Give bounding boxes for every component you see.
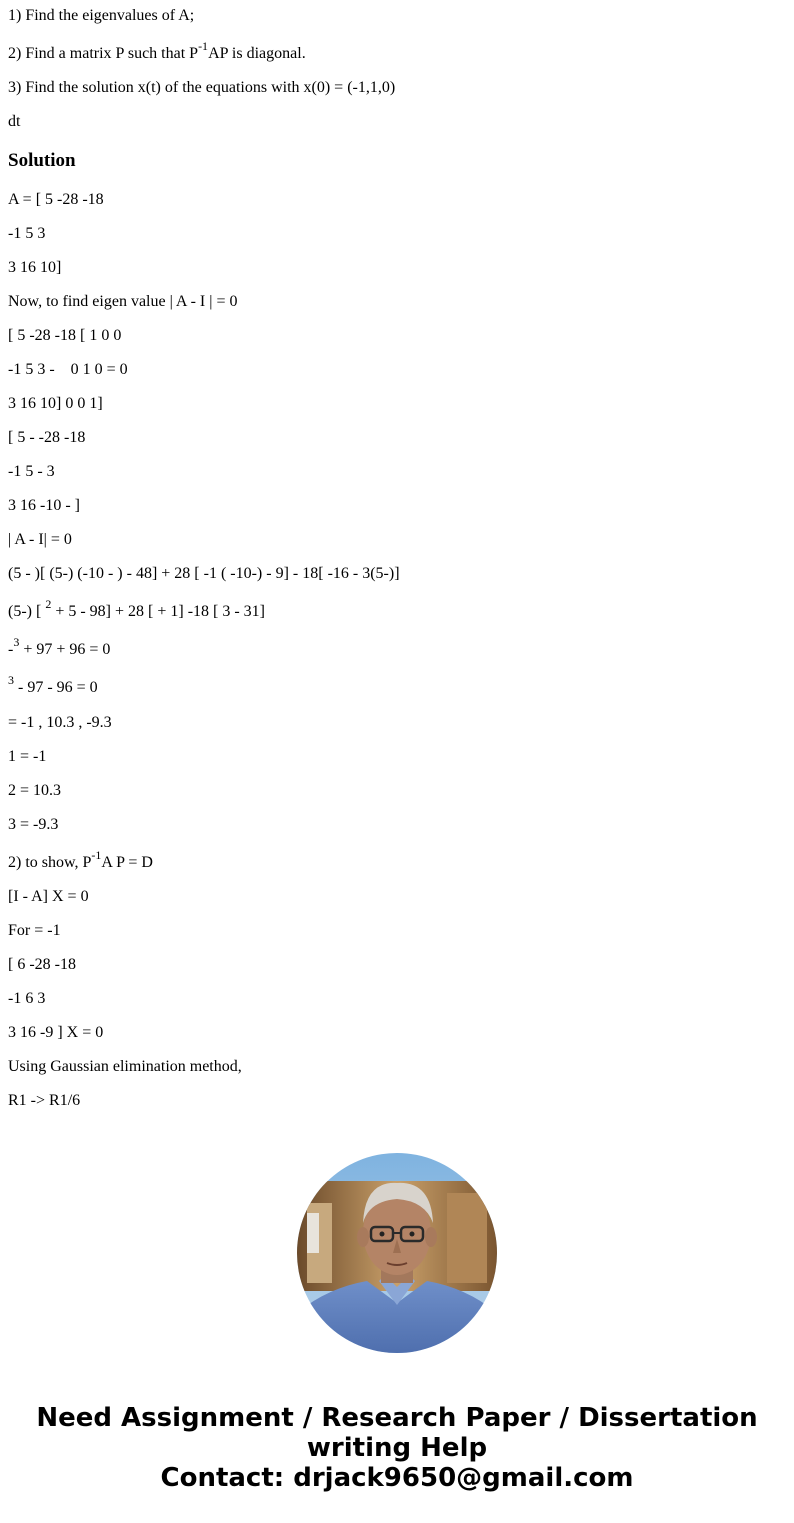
row-operation: R1 -> R1/6 <box>8 1092 81 1109</box>
for-lambda: For = -1 <box>8 922 61 939</box>
solution-heading: Solution <box>8 150 76 171</box>
dt-text: dt <box>8 113 21 130</box>
gauss-matrix-row-2: -1 6 3 <box>8 990 46 1007</box>
matrix-lambda-row-1: [ 5 - -28 -18 <box>8 429 86 446</box>
footer-contact: Contact: drjack9650@gmail.com <box>160 1463 634 1493</box>
cubic-eq-2: $^3$ - 97 - 96 = 0 <box>8 672 98 696</box>
matrix-diff-row-1: [ 5 -28 -18 [ 1 0 0 <box>8 327 122 344</box>
promo-footer <box>0 1403 794 1493</box>
author-photo <box>297 1153 497 1353</box>
expansion-line-2: (5-) [ $^2$ + 5 - 98] + 28 [ + 1] -18 [ 3 - 31] <box>8 596 266 620</box>
footer-line-1: Need Assignment / Research Paper / Dissertation <box>36 1403 758 1433</box>
matrix-a-row-3: 3 16 10] <box>8 259 62 276</box>
cubic-eq-1: -$^3$ + 97 + 96 = 0 <box>8 634 111 658</box>
roots-line: = -1 , 10.3 , -9.3 <box>8 714 112 731</box>
matrix-a-row-1: A = [ 5 -28 -18 <box>8 191 104 208</box>
root-1: 1 = -1 <box>8 748 47 765</box>
root-3: 3 = -9.3 <box>8 816 59 833</box>
gauss-matrix-row-3: 3 16 -9 ] X = 0 <box>8 1024 104 1041</box>
matrix-lambda-row-3: 3 16 -10 - ] <box>8 497 80 514</box>
ia-equation: [I - A] X = 0 <box>8 888 89 905</box>
portrait-image <box>297 1153 497 1353</box>
question-1: 1) Find the eigenvalues of A; <box>8 7 195 24</box>
gaussian-method-text: Using Gaussian elimination method, <box>8 1058 242 1075</box>
eigen-intro: Now, to find eigen value | A - I | = 0 <box>8 293 238 310</box>
part-2-show: 2) to show, $P^{-1}A$ P = D <box>8 847 153 871</box>
footer-line-2: writing Help <box>306 1433 488 1463</box>
matrix-a-row-2: -1 5 3 <box>8 225 46 242</box>
question-3: 3) Find the solution x(t) of the equations with x(0) = (-1,1,0) <box>8 79 396 96</box>
matrix-diff-row-2: -1 5 3 - 0 1 0 = 0 <box>8 361 128 378</box>
determinant-eq: | A - I| = 0 <box>8 531 72 548</box>
gauss-matrix-row-1: [ 6 -28 -18 <box>8 956 76 973</box>
expansion-line: (5 - )[ (5-) (-10 - ) - 48] + 28 [ -1 ( -10-) - 9] - 18[ -16 - 3(5-)] <box>8 565 400 582</box>
matrix-lambda-row-2: -1 5 - 3 <box>8 463 55 480</box>
matrix-diff-row-3: 3 16 10] 0 0 1] <box>8 395 103 412</box>
root-2: 2 = 10.3 <box>8 782 62 799</box>
question-2: 2) Find a matrix P such that $P^{-1}AP$ is diagonal. <box>8 38 306 62</box>
